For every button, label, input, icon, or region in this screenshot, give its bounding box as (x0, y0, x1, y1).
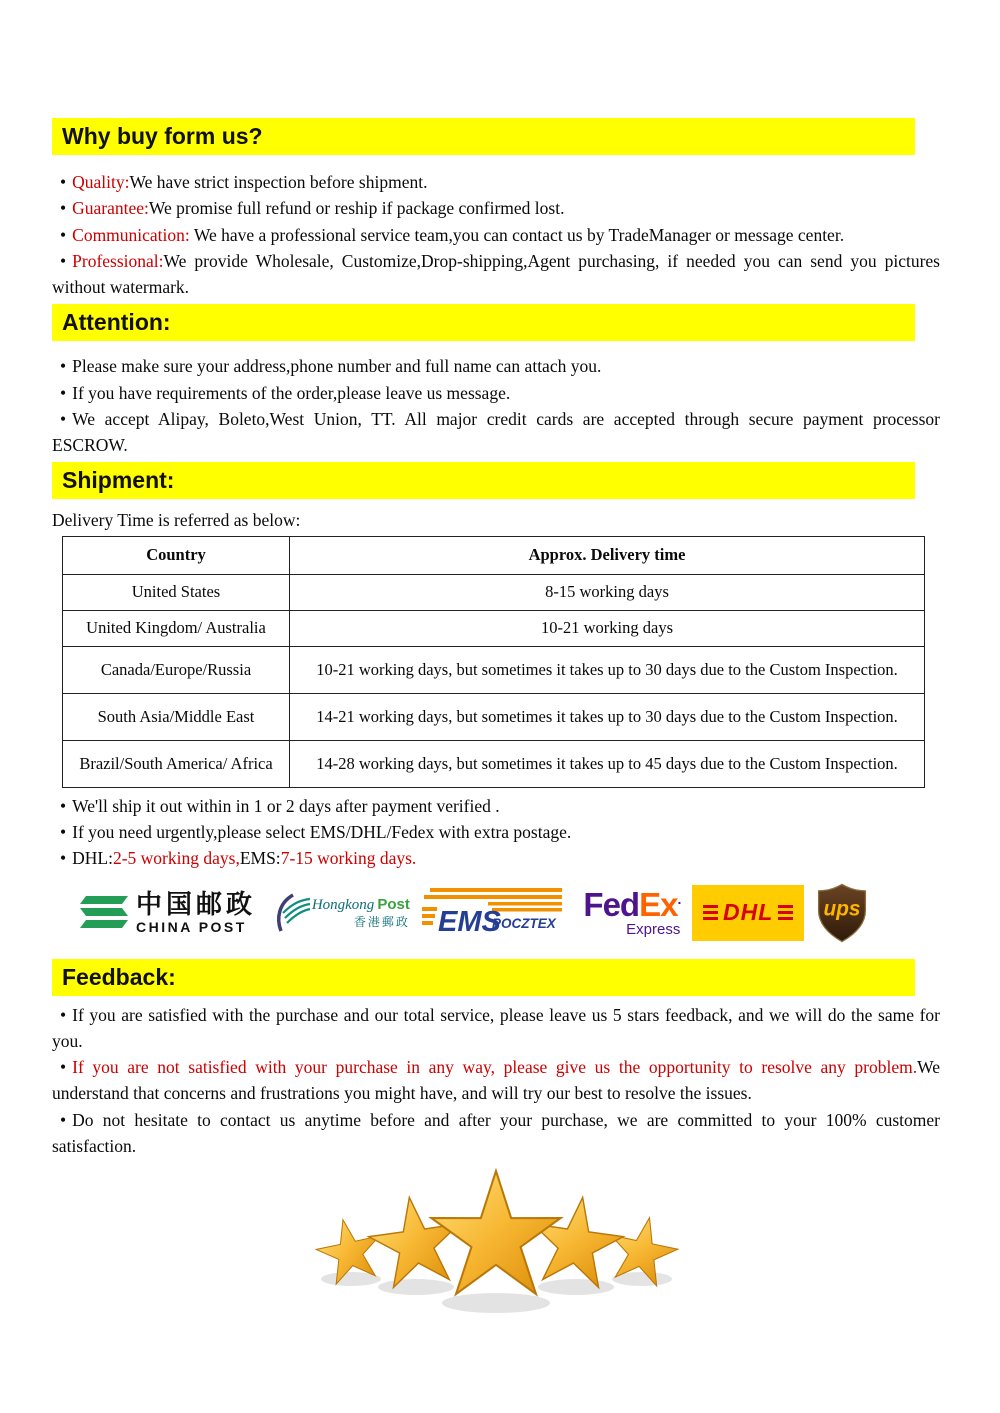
hongkong-post-text (312, 897, 410, 928)
table-row (63, 610, 925, 646)
fedex-reg-mark: . (677, 891, 681, 908)
delivery-cell: 14-21 working days, but sometimes it takes up to 30 days due to the Custom Inspection. (290, 693, 925, 740)
ex-label: Ex (639, 886, 678, 924)
bullet-text: We promise full refund or reship if package confirmed lost. (148, 198, 565, 219)
bullet-dot: • (60, 1057, 67, 1078)
section-title-why-buy: Why buy form us? (52, 118, 915, 155)
carrier-logos-row (78, 879, 868, 947)
bullet-text: We provide Wholesale, Customize,Drop-shipping,Agent purchasing, if needed you can send you pictures without watermark. (52, 250, 940, 298)
list-item (52, 1054, 940, 1107)
hongkong-label: Hongkong (311, 897, 375, 914)
pocztex-label: POCZTEX (491, 915, 556, 931)
list-item (52, 819, 940, 845)
list-item (52, 406, 940, 459)
list-item (52, 793, 940, 819)
bullet-label: Communication: (72, 224, 190, 245)
dhl-logo (692, 885, 804, 941)
section-title-attention: Attention: (52, 304, 915, 341)
list-item (52, 248, 940, 301)
bullet-text: If you have requirements of the order,please leave us message. (72, 382, 511, 403)
bullet-dot: • (60, 198, 67, 219)
ems-label: EMS (437, 905, 501, 938)
five-gold-stars-icon (306, 1161, 686, 1321)
bullet-label: Guarantee: (72, 198, 149, 219)
bullet-dot: • (60, 848, 67, 869)
list-item (52, 195, 940, 221)
bullet-text: We'll ship it out within in 1 or 2 days after payment verified . (72, 795, 500, 816)
fedex-wordmark (583, 886, 681, 924)
bullet-text: We understand that concerns and frustrations you might have, and will try our best to resolve the issues. (52, 1057, 940, 1104)
delivery-cell: 8-15 working days (290, 574, 925, 610)
hongkong-post-bird-icon (268, 891, 310, 935)
country-cell: South Asia/Middle East (63, 693, 290, 740)
bullet-dot: • (60, 382, 67, 403)
list-item (52, 845, 940, 871)
country-header: Country (63, 536, 290, 574)
table-row (63, 646, 925, 693)
bullet-text-red: If you are not satisfied with your purchase in any way, please give us the opportunity to resolve any problem. (72, 1057, 918, 1078)
bullet-label: DHL: (72, 848, 113, 869)
country-cell: United Kingdom/ Australia (63, 610, 290, 646)
dhl-label: DHL (723, 899, 774, 926)
ups-label: ups (823, 897, 861, 921)
post-label: Post (377, 896, 410, 914)
delivery-cell: 10-21 working days, but sometimes it takes up to 30 days due to the Custom Inspection. (290, 646, 925, 693)
bullet-dot: • (60, 795, 67, 816)
section-title-feedback: Feedback: (52, 959, 915, 996)
bullet-text: Do not hesitate to contact us anytime before and after your purchase, we are committed to your 100% customer satisfaction. (52, 1109, 940, 1157)
china-post-en-label: CHINA POST (136, 918, 247, 935)
section-title-shipment: Shipment: (52, 462, 915, 499)
delivery-cell: 10-21 working days (290, 610, 925, 646)
bullet-label: EMS: (239, 848, 281, 869)
hongkong-post-cn-label: 香港郵政 (353, 915, 410, 930)
table-row (63, 574, 925, 610)
country-cell: Brazil/South America/ Africa (63, 740, 290, 787)
country-cell: United States (63, 574, 290, 610)
delivery-cell: 14-28 working days, but sometimes it takes up to 45 days due to the Custom Inspection. (290, 740, 925, 787)
bullet-dot: • (60, 1109, 67, 1130)
list-item (52, 1002, 940, 1055)
bullet-dot: • (60, 821, 67, 842)
bullet-text: If you are satisfied with the purchase and our total service, please leave us 5 stars feedback, and we will do the same for you. (52, 1004, 940, 1051)
bullet-dot: • (60, 250, 67, 271)
list-item (52, 222, 940, 248)
country-cell: Canada/Europe/Russia (63, 646, 290, 693)
bullet-text: We accept Alipay, Boleto,West Union, TT. All major credit cards are accepted through secure payment processor ESCROW. (52, 409, 940, 456)
bullet-label: Professional: (72, 250, 164, 271)
fed-label: Fed (583, 886, 640, 924)
bullet-text: We have a professional service team,you can contact us by TradeManager or message center. (189, 224, 845, 245)
china-post-emblem-icon (78, 894, 130, 932)
ups-shield-icon (816, 883, 868, 943)
delivery-time-table (62, 536, 925, 788)
hongkong-post-logo (268, 891, 410, 935)
bullet-dot: • (60, 172, 67, 192)
fedex-logo (583, 888, 680, 937)
dhl-left-stripes (703, 911, 718, 915)
bullet-dot: • (60, 224, 67, 245)
fedex-express-label: Express (626, 921, 681, 939)
table-row (63, 693, 925, 740)
bullet-text: Please make sure your address,phone number and full name can attach you. (72, 356, 602, 377)
table-row (63, 740, 925, 787)
list-item (52, 169, 940, 195)
dhl-days: 2-5 working days, (112, 848, 240, 869)
bullet-dot: • (60, 409, 67, 430)
delivery-time-header: Approx. Delivery time (290, 536, 925, 574)
china-post-logo (78, 889, 257, 935)
ems-pocztex-logo (422, 885, 572, 941)
bullet-label: Quality: (72, 172, 130, 192)
table-header-row (63, 536, 925, 574)
five-stars-image (306, 1161, 686, 1326)
ups-logo (816, 883, 868, 943)
china-post-cn-label: 中国邮政 (136, 889, 257, 919)
ems-pocztex-icon (422, 885, 572, 941)
bullet-dot: • (60, 356, 67, 377)
ems-days: 7-15 working days. (280, 848, 417, 869)
list-item (52, 353, 940, 379)
china-post-text (136, 889, 257, 935)
delivery-intro: Delivery Time is referred as below: (52, 509, 301, 530)
list-item (52, 380, 940, 406)
bullet-text: We have strict inspection before shipment. (129, 172, 428, 192)
bullet-dot: • (60, 1004, 67, 1025)
bullet-text: If you need urgently,please select EMS/DHL/Fedex with extra postage. (72, 821, 572, 842)
list-item (52, 1107, 940, 1160)
dhl-right-stripes (778, 911, 793, 915)
